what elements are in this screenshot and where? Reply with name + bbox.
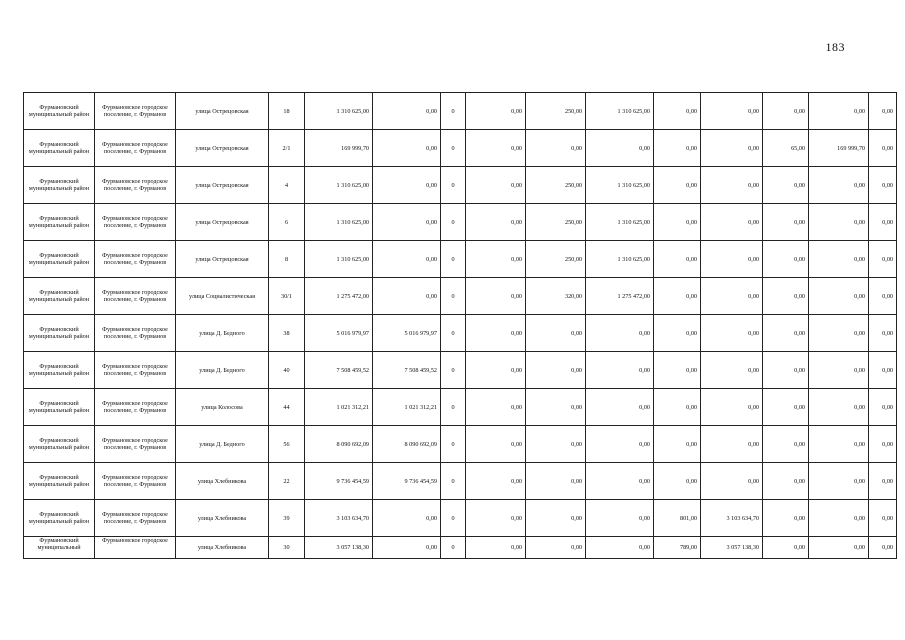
- total-cost-cell: 3 103 634,70: [305, 500, 373, 537]
- area-cell: 250,00: [526, 204, 586, 241]
- cost-cell: 0,00: [869, 130, 897, 167]
- settlement-cell: Фурмановское городское поселение, г. Фурманов: [95, 426, 176, 463]
- cost-cell: 0,00: [373, 204, 441, 241]
- cost-cell: 0,00: [869, 352, 897, 389]
- house-number-cell: 6: [269, 204, 305, 241]
- district-cell: Фурмановский муниципальный район: [24, 167, 95, 204]
- cost-cell: 0,00: [869, 167, 897, 204]
- district-cell: Фурмановский муниципальный район: [24, 352, 95, 389]
- cost-cell: 0,00: [466, 537, 526, 559]
- cost-cell: 0,00: [586, 352, 654, 389]
- cost-cell: 0,00: [466, 389, 526, 426]
- cost-cell: 0,00: [701, 463, 763, 500]
- area-cell: 0,00: [763, 389, 809, 426]
- count-cell: 0: [441, 426, 466, 463]
- area-cell: 0,00: [526, 426, 586, 463]
- street-cell: улица Социалистическая: [176, 278, 269, 315]
- table-body: [24, 93, 897, 559]
- cost-cell: 0,00: [373, 537, 441, 559]
- area-cell: 0,00: [526, 352, 586, 389]
- table-row: [24, 278, 897, 315]
- street-cell: улица Острецовская: [176, 204, 269, 241]
- area-cell: 250,00: [526, 167, 586, 204]
- area-cell: 0,00: [763, 93, 809, 130]
- cost-cell: 1 021 312,21: [373, 389, 441, 426]
- count-cell: 0: [441, 352, 466, 389]
- cost-cell: 5 016 979,97: [373, 315, 441, 352]
- area-cell: 0,00: [763, 315, 809, 352]
- street-cell: улица Д. Бедного: [176, 426, 269, 463]
- street-cell: улица Колосова: [176, 389, 269, 426]
- total-cost-cell: 5 016 979,97: [305, 315, 373, 352]
- area-cell: 0,00: [763, 167, 809, 204]
- area-cell: 801,00: [654, 500, 701, 537]
- cost-cell: 0,00: [809, 204, 869, 241]
- total-cost-cell: 9 736 454,59: [305, 463, 373, 500]
- cost-cell: 0,00: [466, 278, 526, 315]
- count-cell: 0: [441, 278, 466, 315]
- cost-cell: 3 103 634,70: [701, 500, 763, 537]
- table-row: [24, 463, 897, 500]
- cost-cell: 0,00: [809, 241, 869, 278]
- cost-cell: 3 057 138,30: [701, 537, 763, 559]
- cost-cell: 0,00: [466, 93, 526, 130]
- cost-cell: 0,00: [869, 315, 897, 352]
- cost-cell: 0,00: [701, 204, 763, 241]
- street-cell: улица Острецовская: [176, 241, 269, 278]
- area-cell: 0,00: [654, 389, 701, 426]
- cost-cell: 0,00: [701, 315, 763, 352]
- cost-cell: 0,00: [809, 93, 869, 130]
- district-cell: Фурмановский муниципальный: [24, 537, 95, 559]
- area-cell: 0,00: [526, 537, 586, 559]
- cost-cell: 0,00: [466, 130, 526, 167]
- cost-cell: 0,00: [701, 278, 763, 315]
- cost-cell: 0,00: [466, 204, 526, 241]
- area-cell: 65,00: [763, 130, 809, 167]
- cost-cell: 0,00: [809, 426, 869, 463]
- area-cell: 320,00: [526, 278, 586, 315]
- area-cell: 0,00: [763, 537, 809, 559]
- cost-cell: 0,00: [586, 130, 654, 167]
- cost-cell: 1 275 472,00: [586, 278, 654, 315]
- count-cell: 0: [441, 463, 466, 500]
- area-cell: 0,00: [763, 500, 809, 537]
- settlement-cell: Фурмановское городское поселение, г. Фурманов: [95, 352, 176, 389]
- cost-cell: 0,00: [586, 500, 654, 537]
- settlement-cell: Фурмановское городское поселение, г. Фурманов: [95, 500, 176, 537]
- house-number-cell: 18: [269, 93, 305, 130]
- settlement-cell: Фурмановское городское: [95, 537, 176, 559]
- table-row: [24, 500, 897, 537]
- cost-cell: 0,00: [869, 463, 897, 500]
- area-cell: 0,00: [654, 241, 701, 278]
- cost-cell: 7 508 459,52: [373, 352, 441, 389]
- district-cell: Фурмановский муниципальный район: [24, 241, 95, 278]
- cost-cell: 0,00: [809, 352, 869, 389]
- total-cost-cell: 1 310 625,00: [305, 241, 373, 278]
- house-number-cell: 2/1: [269, 130, 305, 167]
- house-number-cell: 38: [269, 315, 305, 352]
- settlement-cell: Фурмановское городское поселение, г. Фурманов: [95, 389, 176, 426]
- cost-cell: 0,00: [701, 167, 763, 204]
- cost-cell: 0,00: [809, 278, 869, 315]
- data-table: [23, 92, 897, 559]
- count-cell: 0: [441, 204, 466, 241]
- count-cell: 0: [441, 93, 466, 130]
- area-cell: 0,00: [654, 315, 701, 352]
- cost-cell: 0,00: [701, 241, 763, 278]
- table-row: [24, 167, 897, 204]
- cost-cell: 0,00: [701, 389, 763, 426]
- settlement-cell: Фурмановское городское поселение, г. Фурманов: [95, 167, 176, 204]
- cost-cell: 0,00: [373, 130, 441, 167]
- area-cell: 250,00: [526, 93, 586, 130]
- house-number-cell: 56: [269, 426, 305, 463]
- street-cell: улица Хлебникова: [176, 463, 269, 500]
- area-cell: 0,00: [763, 204, 809, 241]
- area-cell: 0,00: [526, 315, 586, 352]
- total-cost-cell: 8 090 692,09: [305, 426, 373, 463]
- cost-cell: 0,00: [869, 500, 897, 537]
- cost-cell: 0,00: [466, 167, 526, 204]
- table-row: [24, 537, 897, 559]
- cost-cell: 0,00: [586, 315, 654, 352]
- cost-cell: 0,00: [466, 500, 526, 537]
- cost-cell: 0,00: [586, 537, 654, 559]
- cost-cell: 0,00: [809, 537, 869, 559]
- table-row: [24, 204, 897, 241]
- cost-cell: 0,00: [466, 241, 526, 278]
- cost-cell: 0,00: [701, 426, 763, 463]
- area-cell: 0,00: [763, 241, 809, 278]
- count-cell: 0: [441, 537, 466, 559]
- total-cost-cell: 1 275 472,00: [305, 278, 373, 315]
- street-cell: улица Острецовская: [176, 167, 269, 204]
- table-row: [24, 130, 897, 167]
- house-number-cell: 40: [269, 352, 305, 389]
- total-cost-cell: 1 310 625,00: [305, 167, 373, 204]
- house-number-cell: 39: [269, 500, 305, 537]
- cost-cell: 0,00: [373, 167, 441, 204]
- area-cell: 0,00: [526, 463, 586, 500]
- count-cell: 0: [441, 130, 466, 167]
- settlement-cell: Фурмановское городское поселение, г. Фурманов: [95, 93, 176, 130]
- district-cell: Фурмановский муниципальный район: [24, 278, 95, 315]
- total-cost-cell: 7 508 459,52: [305, 352, 373, 389]
- settlement-cell: Фурмановское городское поселение, г. Фурманов: [95, 241, 176, 278]
- cost-cell: 0,00: [466, 426, 526, 463]
- cost-cell: 0,00: [869, 537, 897, 559]
- house-number-cell: 4: [269, 167, 305, 204]
- cost-cell: 0,00: [373, 500, 441, 537]
- total-cost-cell: 3 057 138,30: [305, 537, 373, 559]
- area-cell: 0,00: [654, 204, 701, 241]
- street-cell: улица Д. Бедного: [176, 315, 269, 352]
- area-cell: 0,00: [763, 278, 809, 315]
- cost-cell: 169 999,70: [809, 130, 869, 167]
- cost-cell: 0,00: [466, 315, 526, 352]
- cost-cell: 0,00: [466, 352, 526, 389]
- cost-cell: 0,00: [586, 389, 654, 426]
- cost-cell: 0,00: [809, 167, 869, 204]
- cost-cell: 0,00: [373, 278, 441, 315]
- table-row: [24, 426, 897, 463]
- street-cell: улица Острецовская: [176, 93, 269, 130]
- page-number: 183: [825, 40, 845, 54]
- count-cell: 0: [441, 167, 466, 204]
- area-cell: 789,00: [654, 537, 701, 559]
- district-cell: Фурмановский муниципальный район: [24, 426, 95, 463]
- house-number-cell: 30/1: [269, 278, 305, 315]
- cost-cell: 0,00: [701, 352, 763, 389]
- settlement-cell: Фурмановское городское поселение, г. Фурманов: [95, 204, 176, 241]
- house-number-cell: 44: [269, 389, 305, 426]
- district-cell: Фурмановский муниципальный район: [24, 315, 95, 352]
- cost-cell: 1 310 625,00: [586, 241, 654, 278]
- table-row: [24, 352, 897, 389]
- cost-cell: 1 310 625,00: [586, 93, 654, 130]
- settlement-cell: Фурмановское городское поселение, г. Фурманов: [95, 278, 176, 315]
- count-cell: 0: [441, 500, 466, 537]
- cost-cell: 0,00: [869, 93, 897, 130]
- district-cell: Фурмановский муниципальный район: [24, 500, 95, 537]
- total-cost-cell: 169 999,70: [305, 130, 373, 167]
- street-cell: улица Д. Бедного: [176, 352, 269, 389]
- cost-cell: 0,00: [809, 315, 869, 352]
- house-number-cell: 30: [269, 537, 305, 559]
- cost-cell: 0,00: [869, 204, 897, 241]
- street-cell: улица Хлебникова: [176, 500, 269, 537]
- house-number-cell: 8: [269, 241, 305, 278]
- cost-cell: 0,00: [809, 500, 869, 537]
- table-row: [24, 241, 897, 278]
- cost-cell: 9 736 454,59: [373, 463, 441, 500]
- area-cell: 0,00: [526, 500, 586, 537]
- district-cell: Фурмановский муниципальный район: [24, 463, 95, 500]
- cost-cell: 0,00: [869, 278, 897, 315]
- district-cell: Фурмановский муниципальный район: [24, 93, 95, 130]
- area-cell: 0,00: [654, 93, 701, 130]
- area-cell: 0,00: [763, 426, 809, 463]
- cost-cell: 0,00: [373, 93, 441, 130]
- table-row: [24, 93, 897, 130]
- cost-cell: 0,00: [869, 389, 897, 426]
- cost-cell: 1 310 625,00: [586, 167, 654, 204]
- cost-cell: 0,00: [869, 426, 897, 463]
- area-cell: 0,00: [763, 463, 809, 500]
- cost-cell: 0,00: [466, 463, 526, 500]
- area-cell: 0,00: [526, 389, 586, 426]
- area-cell: 0,00: [526, 130, 586, 167]
- table-row: [24, 389, 897, 426]
- cost-cell: 0,00: [586, 463, 654, 500]
- area-cell: 0,00: [654, 352, 701, 389]
- area-cell: 0,00: [763, 352, 809, 389]
- count-cell: 0: [441, 241, 466, 278]
- cost-cell: 0,00: [701, 130, 763, 167]
- area-cell: 0,00: [654, 130, 701, 167]
- cost-cell: 0,00: [809, 463, 869, 500]
- area-cell: 0,00: [654, 463, 701, 500]
- settlement-cell: Фурмановское городское поселение, г. Фурманов: [95, 315, 176, 352]
- area-cell: 250,00: [526, 241, 586, 278]
- area-cell: 0,00: [654, 426, 701, 463]
- street-cell: улица Хлебникова: [176, 537, 269, 559]
- cost-cell: 0,00: [586, 426, 654, 463]
- table-row: [24, 315, 897, 352]
- total-cost-cell: 1 310 625,00: [305, 93, 373, 130]
- settlement-cell: Фурмановское городское поселение, г. Фурманов: [95, 463, 176, 500]
- total-cost-cell: 1 310 625,00: [305, 204, 373, 241]
- settlement-cell: Фурмановское городское поселение, г. Фурманов: [95, 130, 176, 167]
- area-cell: 0,00: [654, 278, 701, 315]
- house-number-cell: 22: [269, 463, 305, 500]
- area-cell: 0,00: [654, 167, 701, 204]
- cost-cell: 1 310 625,00: [586, 204, 654, 241]
- cost-cell: 8 090 692,09: [373, 426, 441, 463]
- cost-cell: 0,00: [869, 241, 897, 278]
- district-cell: Фурмановский муниципальный район: [24, 130, 95, 167]
- cost-cell: 0,00: [809, 389, 869, 426]
- cost-cell: 0,00: [701, 93, 763, 130]
- count-cell: 0: [441, 315, 466, 352]
- district-cell: Фурмановский муниципальный район: [24, 389, 95, 426]
- cost-cell: 0,00: [373, 241, 441, 278]
- district-cell: Фурмановский муниципальный район: [24, 204, 95, 241]
- total-cost-cell: 1 021 312,21: [305, 389, 373, 426]
- street-cell: улица Острецовская: [176, 130, 269, 167]
- count-cell: 0: [441, 389, 466, 426]
